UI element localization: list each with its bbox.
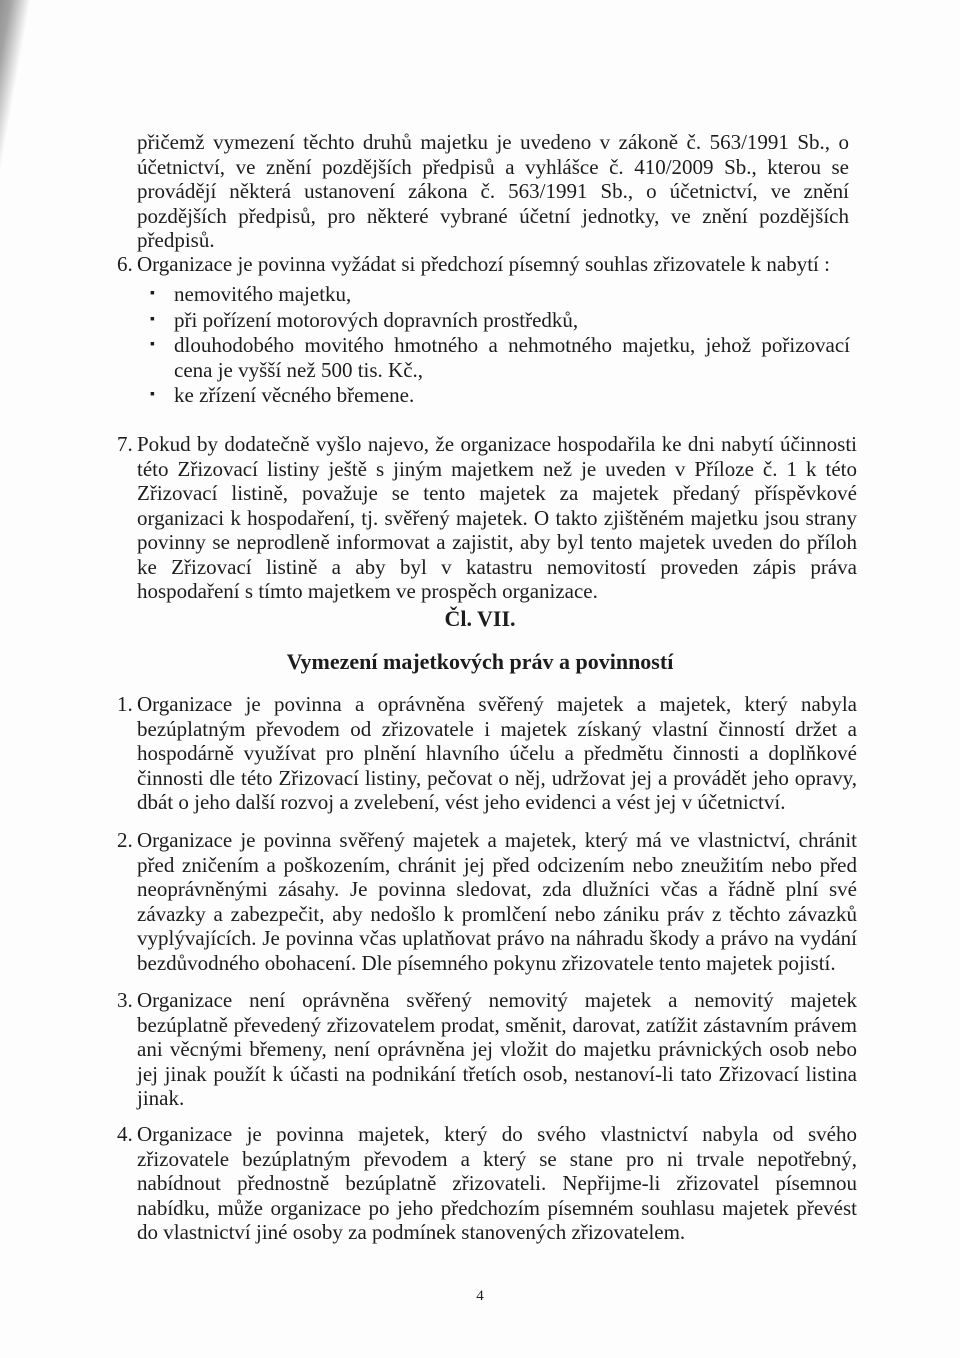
- intro-paragraph: přičemž vymezení těchto druhů majetku je uvedeno v zákoně č. 563/1991 Sb., o účetnictví, ve znění pozdějších předpisů a vyhlášce č. 410/2009 Sb., kterou se provádějí některá ustanovení zákona č. 563/1991 Sb., o účetnictví, ve znění pozdějších předpisů, pro některé vybrané účetní jednotky, ve znění pozdějších předpisů.: [137, 130, 849, 252]
- paragraph-3-text: Organizace není oprávněna svěřený nemovitý majetek a nemovitý majetek bezúplatně převedený zřizovatelem prodat, směnit, darovat, zatížit zástavním právem ani věcnými břemeny, není oprávněna jej vložit do majetku právnických osob nebo jej jinak použít k účasti na podnikání třetích osob, nestanoví-li tato Zřizovací listina jinak.: [137, 988, 857, 1110]
- paragraph-4: [117, 1122, 857, 1245]
- item-6-text: Organizace je povinna vyžádat si předchozí písemný souhlas zřizovatele k nabytí :: [137, 252, 830, 276]
- bullet-item: ▪ při pořízení motorových dopravních prostředků,: [150, 307, 579, 332]
- item-7: [117, 432, 857, 604]
- bullet-item: ▪ ke zřízení věcného břemene.: [150, 383, 415, 407]
- item-6: [117, 252, 857, 277]
- paragraph-2-number: 2.: [117, 828, 133, 852]
- article-number: Čl. VII.: [444, 606, 516, 631]
- faint-stamp-mark: [604, 1216, 700, 1244]
- paragraph-4-text: Organizace je povinna majetek, který do svého vlastnictví nabyla od svého zřizovatele bezúplatným převodem a který se stane pro ni trvale nepotřebný, nabídnout přednostně bezúplatně zřizovateli. Nepřijme-li zřizovatel písemnou nabídku, může organizace po jeho předchozím písemném souhlasu majetek převést do vlastnictví jiné osoby za podmínek stanovených zřizovatelem.: [137, 1122, 857, 1244]
- paragraph-1-text: Organizace je povinna a oprávněna svěřený majetek a majetek, který nabyla bezúplatným převodem od zřizovatele i majetek získaný vlastní činností držet a hospodárně využívat pro plnění hlavního účelu a předmětu činnosti a doplňkové činnosti dle této Zřizovací listiny, pečovat o něj, udržovat jej a provádět jeho opravy, dbát o jeho další rozvoj a zvelebení, vést jeho evidenci a vést jej v účetnictví.: [137, 692, 857, 814]
- paragraph-4-number: 4.: [117, 1122, 133, 1146]
- paragraph-3-number: 3.: [117, 988, 133, 1012]
- item-7-text: Pokud by dodatečně vyšlo najevo, že organizace hospodařila ke dni nabytí účinnosti této Zřizovací listiny ještě s jiným majetkem než je uveden v Příloze č. 1 k této Zřizovací listině, považuje se tento majetek za majetek předaný příspěvkové organizaci k hospodaření, tj. svěřený majetek. O takto zjištěném majetku jsou strany povinny se neprodleně informovat a zajistit, aby byl tento majetek uveden do příloh ke Zřizovací listině a aby byl v katastru nemovitostí proveden zápis práva hospodaření s tímto majetkem ve prospěch organizace.: [137, 432, 857, 603]
- bullet-item: ▪ dlouhodobého movitého hmotného a nehmotného majetku, jehož pořizovací cena je vyšší než 500 tis. Kč.,: [150, 333, 850, 382]
- paragraph-2: [117, 828, 857, 975]
- paragraph-3: [117, 988, 857, 1111]
- bullet-item: ▪ nemovitého majetku,: [150, 282, 352, 306]
- paragraph-2-text: Organizace je povinna svěřený majetek a majetek, který má ve vlastnictví, chránit před zničením a poškozením, chránit jej před odcizením nebo zneužitím nebo před neoprávněnými zásahy. Je povinna sledovat, zda dlužníci včas a řádně plní své závazky a zabezpečit, aby nedošlo k promlčení nebo zániku práv z těchto závazků vyplývajících. Je povinna včas uplatňovat právo na náhradu škody a právo na vydání bezdůvodného obohacení. Dle písemného pokynu zřizovatele tento majetek pojistí.: [137, 828, 857, 975]
- item-6-number: 6.: [117, 252, 133, 276]
- bullet-icon: ▪: [150, 311, 155, 327]
- page-number: 4: [476, 1288, 484, 1304]
- item-6-bullet-list: [150, 282, 850, 409]
- scan-edge-shadow: [0, 0, 36, 230]
- paragraph-1-number: 1.: [117, 692, 133, 716]
- article-title: Vymezení majetkových práv a povinností: [286, 649, 674, 674]
- bullet-icon: ▪: [150, 286, 155, 301]
- bullet-icon: ▪: [150, 387, 155, 402]
- item-7-number: 7.: [117, 432, 133, 456]
- paragraph-1: [117, 692, 857, 815]
- bullet-icon: ▪: [150, 337, 155, 352]
